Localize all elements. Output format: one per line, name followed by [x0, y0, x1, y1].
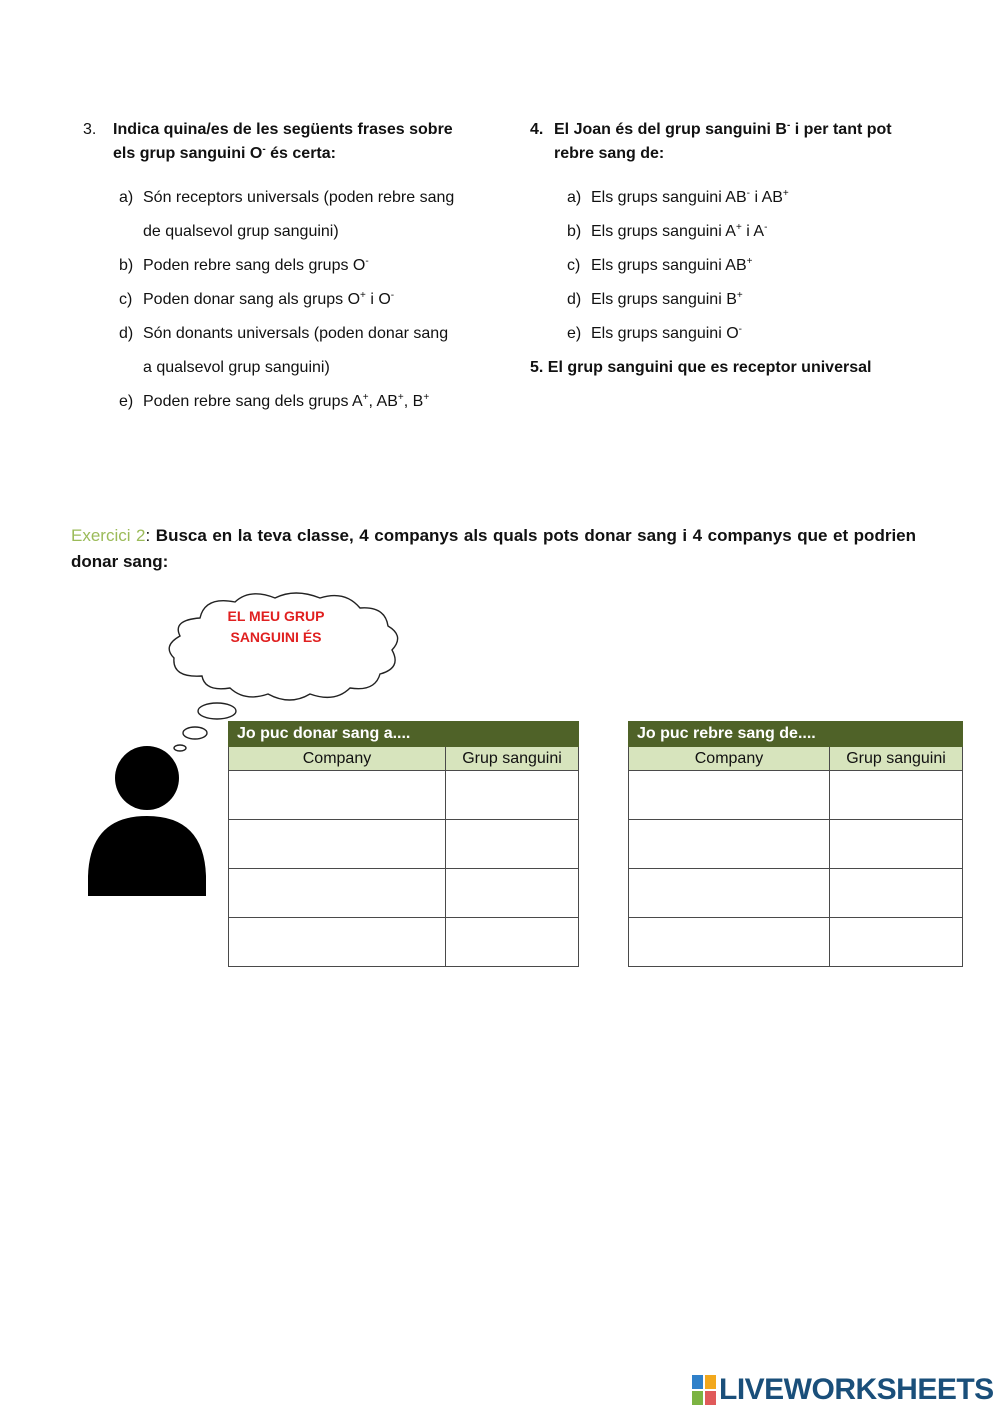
receive-group-input[interactable]	[830, 918, 962, 966]
receive-group-input[interactable]	[830, 771, 962, 819]
thought-cloud-text: EL MEU GRUP SANGUINI ÉS	[227, 608, 325, 645]
give-blood-table	[228, 721, 579, 967]
liveworksheets-logo	[692, 1372, 994, 1408]
table-row	[629, 869, 963, 918]
question-3-heading: 3. Indica quina/es de les següents frases sobre els grup sanguini O- és certa:	[83, 118, 453, 166]
receive-company-input[interactable]	[629, 820, 829, 868]
give-group-input[interactable]	[446, 771, 578, 819]
receive-group-input[interactable]	[830, 869, 962, 917]
q3-option-e[interactable]: e) Poden rebre sang dels grups A+, AB+, B+	[119, 392, 430, 410]
q4-option-b[interactable]: b) Els grups sanguini A+ i A-	[567, 222, 768, 240]
receive-blood-column-group: Grup sanguini	[830, 747, 963, 771]
receive-blood-table-title: Jo puc rebre sang de....	[629, 722, 963, 747]
q3-option-c[interactable]: c) Poden donar sang als grups O+ i O-	[119, 290, 395, 308]
q4-option-c[interactable]: c) Els grups sanguini AB+	[567, 256, 753, 274]
exercise-2-label: Exercici 2	[71, 526, 146, 545]
table-row	[629, 771, 963, 820]
question-5-text: 5. El grup sanguini que es receptor universal	[530, 359, 872, 376]
logo-blocks-icon	[692, 1375, 716, 1405]
receive-company-input[interactable]	[629, 771, 829, 819]
table-row	[629, 918, 963, 967]
logo-text: LIVEWORKSHEETS	[719, 1373, 994, 1406]
give-company-input[interactable]	[229, 869, 445, 917]
question-3-number: 3.	[83, 121, 97, 138]
q3-option-d-line2: a qualsevol grup sanguini)	[143, 359, 330, 376]
give-company-input[interactable]	[229, 820, 445, 868]
receive-group-input[interactable]	[830, 820, 962, 868]
question-4-number: 4.	[530, 121, 544, 138]
table-row	[229, 820, 579, 869]
give-group-input[interactable]	[446, 869, 578, 917]
q4-option-e[interactable]: e) Els grups sanguini O-	[567, 324, 742, 342]
exercise-2-instructions: Exercici 2: Busca en la teva classe, 4 companys als quals pots donar sang i 4 companys que et podrien donar sang:	[71, 526, 917, 571]
table-row	[229, 869, 579, 918]
give-blood-column-company: Company	[229, 747, 446, 771]
give-blood-column-group: Grup sanguini	[446, 747, 579, 771]
give-company-input[interactable]	[229, 918, 445, 966]
receive-blood-column-company: Company	[629, 747, 830, 771]
table-row	[229, 771, 579, 820]
q3-option-b[interactable]: b) Poden rebre sang dels grups O-	[119, 256, 369, 274]
person-icon	[86, 746, 208, 898]
table-row	[629, 820, 963, 869]
give-company-input[interactable]	[229, 771, 445, 819]
receive-blood-table	[628, 721, 963, 967]
give-group-input[interactable]	[446, 918, 578, 966]
q3-option-d[interactable]: d) Són donants universals (poden donar sang	[119, 325, 449, 342]
q4-option-d[interactable]: d) Els grups sanguini B+	[567, 290, 743, 308]
q4-option-a[interactable]: a) Els grups sanguini AB- i AB+	[567, 188, 789, 206]
receive-company-input[interactable]	[629, 918, 829, 966]
question-4-heading: 4. El Joan és del grup sanguini B- i per tant pot rebre sang de:	[530, 120, 892, 162]
receive-company-input[interactable]	[629, 869, 829, 917]
give-blood-table-title: Jo puc donar sang a....	[229, 722, 579, 747]
table-row	[229, 918, 579, 967]
give-group-input[interactable]	[446, 820, 578, 868]
q3-option-a-line2: de qualsevol grup sanguini)	[143, 223, 339, 240]
q3-option-a[interactable]: a) Són receptors universals (poden rebre sang	[119, 189, 455, 206]
